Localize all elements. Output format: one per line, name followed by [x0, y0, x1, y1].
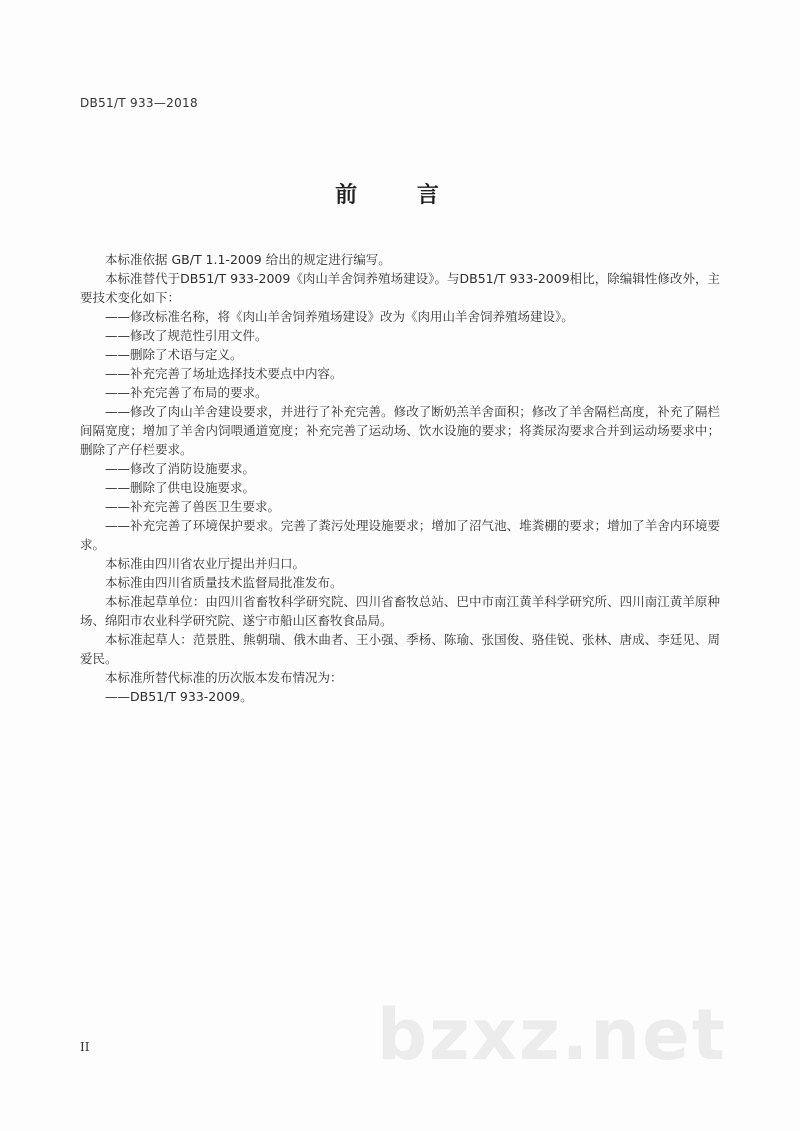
- watermark: bzxz.net: [376, 994, 728, 1076]
- paragraph-drafters: 本标准起草人：范景胜、熊朝瑞、俄木曲者、王小强、季杨、陈瑜、张国俊、骆佳锐、张林、唐成、李廷见、周爱民。: [80, 632, 720, 666]
- change-item-veterinary: ——补充完善了兽医卫生要求。: [105, 499, 281, 514]
- paragraph-drafting-units: 本标准起草单位：由四川省畜牧科学研究院、四川省畜牧总站、巴中市南江黄羊科学研究所、四川南江黄羊原种场、绵阳市农业科学研究院、遂宁市船山区畜牧食品局。: [80, 594, 720, 628]
- change-item-fire: ——修改了消防设施要求。: [105, 461, 256, 476]
- change-item-housing: ——修改了肉山羊舍建设要求，并进行了补充完善。修改了断奶羔羊舍面积；修改了羊舍隔栏高度，补充了隔栏间隔宽度；增加了羊舍内饲喂通道宽度；补充完善了运动场、饮水设施的要求；将粪尿沟要求合并到运动场要求中；删除了产仔栏要求。: [80, 404, 720, 457]
- change-item-terms: ——删除了术语与定义。: [105, 347, 243, 362]
- paragraph-basis: 本标准依据 GB/T 1.1-2009 给出的规定进行编写。: [105, 252, 391, 267]
- document-code: DB51/T 933—2018: [80, 96, 198, 110]
- history-item: ——DB51/T 933-2009。: [105, 689, 253, 704]
- change-item-site: ——补充完善了场址选择技术要点中内容。: [105, 366, 343, 381]
- change-item-layout: ——补充完善了布局的要求。: [105, 385, 268, 400]
- foreword-body: [80, 250, 720, 706]
- page-number: II: [80, 1040, 90, 1054]
- page-title: 前 言: [335, 183, 465, 208]
- change-item-power: ——删除了供电设施要求。: [105, 480, 256, 495]
- change-item-name: ——修改标准名称，将《肉山羊舍饲养殖场建设》改为《肉用山羊舍饲养殖场建设》。: [105, 309, 574, 324]
- paragraph-approver: 本标准由四川省质量技术监督局批准发布。: [105, 575, 343, 590]
- paragraph-replacement: 本标准替代于DB51/T 933-2009《肉山羊舍饲养殖场建设》。与DB51/T 933-2009相比，除编辑性修改外，主要技术变化如下：: [80, 271, 720, 305]
- change-item-environment: ——补充完善了环境保护要求。完善了粪污处理设施要求；增加了沼气池、堆粪棚的要求；增加了羊舍内环境要求。: [80, 518, 720, 552]
- paragraph-history: 本标准所替代标准的历次版本发布情况为：: [105, 670, 343, 685]
- change-item-references: ——修改了规范性引用文件。: [105, 328, 268, 343]
- paragraph-proposer: 本标准由四川省农业厅提出并归口。: [105, 556, 306, 571]
